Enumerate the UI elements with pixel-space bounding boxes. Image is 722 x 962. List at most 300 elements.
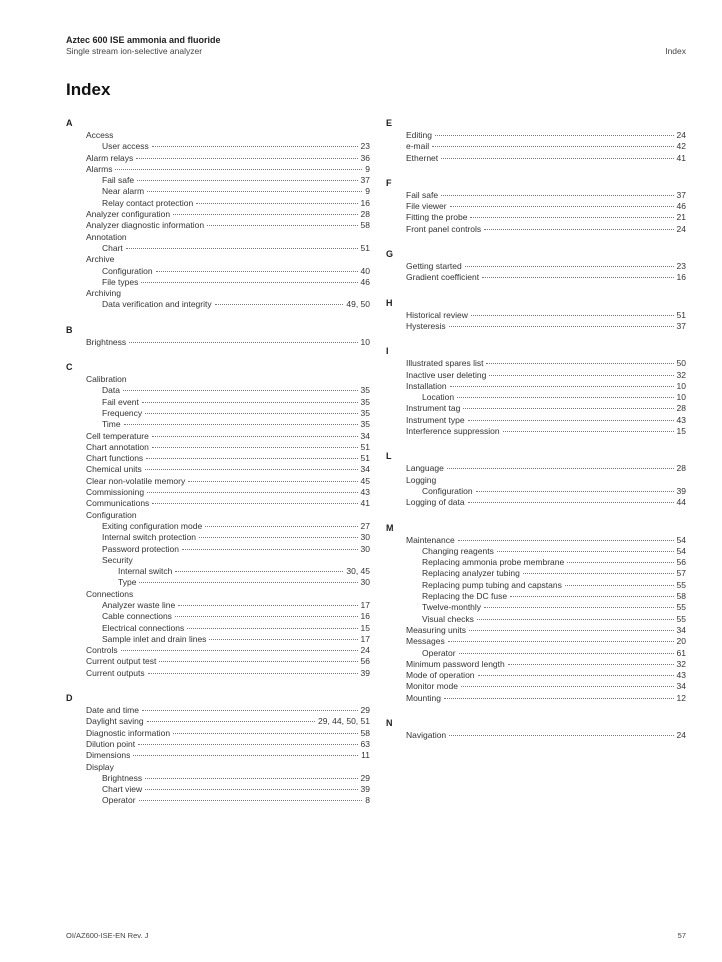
dot-leader	[432, 146, 673, 147]
dot-leader	[159, 661, 357, 662]
dot-leader	[468, 502, 674, 503]
index-section-l	[386, 449, 686, 508]
index-entry	[406, 670, 686, 681]
entry-label: Illustrated spares list	[406, 358, 484, 369]
entry-page-ref: 44	[676, 497, 686, 508]
entry-page-ref: 43	[360, 487, 370, 498]
index-entry	[86, 577, 370, 588]
index-entry	[406, 568, 686, 579]
entry-label: Chart	[102, 242, 123, 253]
index-entry	[406, 648, 686, 659]
entry-page-ref: 34	[360, 430, 370, 441]
index-entry	[86, 521, 370, 532]
index-entry	[86, 130, 370, 141]
index-entry	[406, 625, 686, 636]
entry-page-ref: 51	[360, 453, 370, 464]
entry-label: Cell temperature	[86, 430, 149, 441]
entry-label: Replacing ammonia probe membrane	[422, 557, 565, 568]
index-entry	[406, 580, 686, 591]
dot-leader	[152, 436, 358, 437]
dot-leader	[458, 540, 674, 541]
dot-leader	[147, 721, 315, 722]
entry-page-ref: 36	[360, 152, 370, 163]
dot-leader	[175, 571, 343, 572]
entry-label: Frequency	[102, 407, 143, 418]
dot-leader	[470, 217, 673, 218]
dot-leader	[508, 664, 674, 665]
dot-leader	[448, 641, 674, 642]
entry-page-ref: 35	[360, 385, 370, 396]
dot-leader	[178, 605, 357, 606]
entry-label: Navigation	[406, 729, 447, 740]
dot-leader	[489, 375, 673, 376]
index-entry	[406, 602, 686, 613]
dot-leader	[126, 248, 358, 249]
entry-page-ref: 24	[676, 130, 686, 140]
entry-label: Front panel controls	[406, 223, 482, 234]
index-entry	[406, 130, 686, 141]
index-entry	[406, 659, 686, 670]
entry-page-ref: 51	[360, 441, 370, 452]
entry-label: Mounting	[406, 692, 441, 703]
entry-label: Archiving	[86, 288, 121, 299]
index-entry	[86, 464, 370, 475]
index-entry	[86, 656, 370, 667]
entry-page-ref: 54	[676, 545, 686, 556]
entry-list	[386, 730, 686, 741]
entry-page-ref: 15	[360, 622, 370, 633]
entry-page-ref: 30, 45	[346, 566, 370, 577]
entry-page-ref: 30	[360, 543, 370, 554]
entry-label: Relay contact protection	[102, 197, 194, 208]
entry-label: Security	[102, 554, 133, 565]
entry-label: Calibration	[86, 374, 127, 385]
dot-leader	[450, 206, 674, 207]
entry-label: Exiting configuration mode	[102, 520, 203, 531]
entry-list	[386, 190, 686, 235]
footer-page-number: 57	[677, 931, 686, 940]
entry-label: Dimensions	[86, 750, 131, 761]
entry-label: Monitor mode	[406, 681, 458, 692]
index-entry	[406, 693, 686, 704]
dot-leader	[450, 386, 674, 387]
entry-label: Language	[406, 463, 444, 474]
entry-label: Annotation	[86, 231, 127, 242]
section-letter: I	[386, 346, 389, 357]
index-section-a	[66, 116, 370, 311]
entry-page-ref: 28	[360, 209, 370, 220]
section-letter: E	[386, 118, 393, 128]
entry-page-ref: 24	[676, 223, 686, 234]
page-title: Index	[66, 80, 111, 99]
entry-label: Internal switch protection	[102, 532, 197, 543]
dot-leader	[124, 424, 358, 425]
index-entry	[86, 510, 370, 521]
entry-page-ref: 12	[676, 692, 686, 703]
dot-leader	[152, 503, 357, 504]
dot-leader	[188, 481, 357, 482]
entry-label: Analyzer configuration	[86, 209, 171, 220]
index-entry	[86, 634, 370, 645]
section-letter: D	[66, 693, 73, 704]
entry-page-ref: 10	[676, 392, 686, 403]
entry-label: Internal switch	[118, 566, 173, 577]
index-entry	[86, 209, 370, 220]
entry-list	[386, 310, 686, 333]
index-entry	[86, 277, 370, 288]
index-column-left	[66, 116, 370, 819]
entry-label: Configuration	[422, 485, 473, 496]
entry-page-ref: 10	[676, 380, 686, 391]
section-letter: A	[66, 118, 73, 128]
dot-leader	[129, 342, 357, 343]
index-entry	[406, 212, 686, 223]
entry-list	[386, 130, 686, 164]
dot-leader	[187, 628, 357, 629]
index-section-b	[66, 323, 370, 348]
dot-leader	[141, 282, 357, 283]
index-section-g	[386, 247, 686, 284]
entry-page-ref: 58	[676, 591, 686, 602]
dot-leader	[486, 363, 673, 364]
index-entry	[86, 232, 370, 243]
dot-leader	[199, 537, 358, 538]
index-entry	[406, 636, 686, 647]
entry-label: Display	[86, 761, 114, 772]
entry-label: Messages	[406, 636, 445, 647]
entry-label: Access	[86, 130, 114, 140]
entry-list	[386, 358, 686, 437]
dot-leader	[182, 549, 358, 550]
entry-label: Maintenance	[406, 534, 455, 545]
dot-leader	[449, 735, 673, 736]
index-entry	[86, 266, 370, 277]
entry-list	[386, 261, 686, 284]
entry-label: Brightness	[86, 336, 127, 347]
index-entry	[406, 392, 686, 403]
entry-page-ref: 17	[360, 599, 370, 610]
entry-label: Fail safe	[102, 175, 135, 186]
entry-list	[66, 337, 370, 348]
dot-leader	[461, 686, 674, 687]
dot-leader	[477, 619, 674, 620]
index-entry	[86, 198, 370, 209]
entry-label: Near alarm	[102, 186, 145, 197]
dot-leader	[175, 616, 358, 617]
entry-list	[66, 130, 370, 311]
entry-label: Installation	[406, 380, 447, 391]
entry-label: Time	[102, 419, 121, 430]
index-entry	[86, 645, 370, 656]
entry-label: Archive	[86, 254, 115, 265]
index-entry	[86, 532, 370, 543]
index-section-e	[386, 116, 686, 164]
entry-page-ref: 39	[360, 667, 370, 678]
index-entry	[406, 190, 686, 201]
entry-label: Data verification and integrity	[102, 299, 212, 310]
index-entry	[86, 487, 370, 498]
index-entry	[86, 739, 370, 750]
entry-label: Historical review	[406, 309, 468, 320]
index-entry	[86, 611, 370, 622]
index-entry	[86, 716, 370, 727]
entry-label: Ethernet	[406, 152, 439, 163]
dot-leader	[457, 397, 673, 398]
index-entry	[406, 310, 686, 321]
entry-page-ref: 24	[360, 645, 370, 656]
index-entry	[86, 623, 370, 634]
section-letter: G	[386, 249, 394, 260]
entry-label: Visual checks	[422, 613, 474, 624]
dot-leader	[463, 408, 673, 409]
entry-label: Current output test	[86, 656, 157, 667]
entry-label: Communications	[86, 498, 150, 509]
index-entry	[406, 370, 686, 381]
entry-label: Diagnostic information	[86, 727, 171, 738]
entry-page-ref: 40	[360, 265, 370, 276]
index-entry	[406, 403, 686, 414]
dot-leader	[435, 135, 674, 136]
entry-page-ref: 46	[360, 276, 370, 287]
index-entry	[406, 497, 686, 508]
index-entry	[406, 201, 686, 212]
entry-page-ref: 41	[360, 498, 370, 509]
entry-label: Cable connections	[102, 611, 172, 622]
entry-label: Brightness	[102, 772, 143, 783]
entry-label: File types	[102, 276, 139, 287]
entry-label: Alarm relays	[86, 152, 134, 163]
index-entry	[406, 463, 686, 474]
entry-page-ref: 35	[360, 407, 370, 418]
entry-label: Connections	[86, 588, 134, 599]
entry-page-ref: 41	[676, 152, 686, 163]
dot-leader	[205, 526, 357, 527]
dot-leader	[196, 203, 357, 204]
index-entry	[406, 272, 686, 283]
index-section-i	[386, 344, 686, 437]
entry-label: e-mail	[406, 141, 430, 152]
entry-page-ref: 56	[360, 656, 370, 667]
entry-label: Changing reagents	[422, 545, 494, 556]
entry-label: Editing	[406, 130, 432, 140]
entry-list	[66, 374, 370, 679]
entry-page-ref: 43	[676, 414, 686, 425]
running-section-label: Index	[665, 46, 686, 56]
index-entry	[86, 453, 370, 464]
index-entry	[86, 186, 370, 197]
index-entry	[86, 600, 370, 611]
entry-label: Commissioning	[86, 487, 145, 498]
section-letter: N	[386, 717, 393, 728]
entry-label: Type	[118, 577, 137, 588]
dot-leader	[145, 413, 357, 414]
index-entry	[406, 261, 686, 272]
footer-document-id: OI/AZ600-ISE-EN Rev. J	[66, 931, 149, 940]
dot-leader	[146, 458, 357, 459]
index-entry	[86, 337, 370, 348]
section-letter: F	[386, 177, 392, 188]
dot-leader	[123, 390, 358, 391]
entry-page-ref: 23	[360, 141, 370, 152]
entry-label: Minimum password length	[406, 658, 505, 669]
dot-leader	[497, 551, 674, 552]
index-entry	[86, 243, 370, 254]
index-entry	[86, 728, 370, 739]
entry-label: Data	[102, 385, 120, 396]
entry-page-ref: 30	[360, 532, 370, 543]
entry-label: Operator	[102, 795, 136, 806]
dot-leader	[503, 431, 674, 432]
index-entry	[406, 614, 686, 625]
index-entry	[86, 762, 370, 773]
index-section-f	[386, 176, 686, 235]
index-entry	[86, 141, 370, 152]
entry-label: Replacing the DC fuse	[422, 591, 508, 602]
dot-leader	[148, 673, 358, 674]
index-entry	[406, 153, 686, 164]
entry-label: Daylight saving	[86, 716, 144, 727]
dot-leader	[173, 214, 357, 215]
entry-label: Inactive user deleting	[406, 369, 487, 380]
document-subtitle: Single stream ion-selective analyzer	[66, 46, 203, 56]
dot-leader	[523, 573, 674, 574]
index-entry	[86, 164, 370, 175]
entry-page-ref: 34	[676, 624, 686, 635]
entry-label: Replacing analyzer tubing	[422, 568, 520, 579]
dot-leader	[145, 789, 357, 790]
entry-page-ref: 17	[360, 633, 370, 644]
entry-label: Gradient coefficient	[406, 272, 480, 283]
entry-label: Location	[422, 392, 455, 403]
dot-leader	[152, 146, 358, 147]
dot-leader	[121, 650, 358, 651]
section-letter: H	[386, 297, 393, 308]
entry-page-ref: 9	[365, 186, 370, 197]
entry-page-ref: 16	[360, 197, 370, 208]
dot-leader	[133, 755, 358, 756]
index-entry	[86, 442, 370, 453]
dot-leader	[156, 271, 358, 272]
index-entry	[406, 475, 686, 486]
entry-page-ref: 63	[360, 738, 370, 749]
index-entry	[86, 220, 370, 231]
dot-leader	[173, 733, 357, 734]
entry-page-ref: 27	[360, 520, 370, 531]
index-section-d	[66, 691, 370, 807]
index-entry	[86, 589, 370, 600]
index-entry	[406, 535, 686, 546]
entry-label: Chart functions	[86, 453, 144, 464]
index-entry	[86, 374, 370, 385]
dot-leader	[137, 180, 357, 181]
index-entry	[86, 555, 370, 566]
section-letter: M	[386, 522, 394, 533]
entry-list	[386, 535, 686, 704]
index-entry	[86, 419, 370, 430]
dot-leader	[215, 304, 344, 305]
index-entry	[406, 591, 686, 602]
entry-label: Configuration	[86, 509, 137, 520]
entry-label: Getting started	[406, 261, 462, 272]
index-entry	[86, 299, 370, 310]
dot-leader	[465, 266, 674, 267]
entry-page-ref: 15	[676, 426, 686, 437]
dot-leader	[459, 653, 674, 654]
entry-label: Date and time	[86, 705, 139, 716]
entry-label: Electrical connections	[102, 622, 185, 633]
index-entry	[406, 224, 686, 235]
entry-page-ref: 50	[676, 358, 686, 369]
dot-leader	[510, 596, 673, 597]
entry-label: Fail event	[102, 396, 139, 407]
index-entry	[86, 175, 370, 186]
entry-page-ref: 10	[360, 336, 370, 347]
entry-page-ref: 42	[676, 141, 686, 152]
dot-leader	[152, 447, 358, 448]
index-entry	[86, 153, 370, 164]
index-entry	[406, 730, 686, 741]
entry-page-ref: 55	[676, 579, 686, 590]
entry-label: Operator	[422, 647, 456, 658]
entry-label: Instrument type	[406, 414, 465, 425]
entry-page-ref: 24	[676, 729, 686, 740]
dot-leader	[482, 277, 673, 278]
entry-page-ref: 29	[360, 705, 370, 716]
index-entry	[406, 141, 686, 152]
entry-label: Analyzer waste line	[102, 599, 176, 610]
entry-label: Chemical units	[86, 464, 142, 475]
entry-page-ref: 9	[365, 163, 370, 174]
entry-page-ref: 49, 50	[346, 299, 370, 310]
entry-page-ref: 45	[360, 475, 370, 486]
dot-leader	[468, 420, 674, 421]
index-section-c	[66, 360, 370, 679]
index-entry	[406, 358, 686, 369]
document-title: Aztec 600 ISE ammonia and fluoride	[66, 35, 221, 45]
entry-page-ref: 46	[676, 201, 686, 212]
index-entry	[86, 254, 370, 265]
entry-page-ref: 21	[676, 212, 686, 223]
dot-leader	[565, 585, 674, 586]
section-letter: L	[386, 451, 392, 462]
entry-label: Alarms	[86, 163, 113, 174]
index-entry	[406, 557, 686, 568]
entry-label: Password protection	[102, 543, 180, 554]
dot-leader	[142, 710, 358, 711]
entry-label: Clear non-volatile memory	[86, 475, 186, 486]
index-entry	[86, 784, 370, 795]
dot-leader	[207, 225, 357, 226]
entry-page-ref: 54	[676, 534, 686, 545]
index-section-h	[386, 296, 686, 333]
dot-leader	[145, 778, 357, 779]
entry-label: Replacing pump tubing and capstans	[422, 579, 562, 590]
entry-label: Twelve-monthly	[422, 602, 482, 613]
entry-page-ref: 39	[360, 784, 370, 795]
index-entry	[86, 408, 370, 419]
index-entry	[86, 566, 370, 577]
dot-leader	[136, 158, 357, 159]
dot-leader	[484, 229, 673, 230]
entry-page-ref: 32	[676, 369, 686, 380]
entry-page-ref: 55	[676, 602, 686, 613]
entry-label: Fitting the probe	[406, 212, 468, 223]
dot-leader	[145, 469, 358, 470]
section-letter: C	[66, 362, 73, 373]
entry-label: Mode of operation	[406, 670, 475, 681]
entry-page-ref: 8	[365, 795, 370, 806]
entry-page-ref: 39	[676, 485, 686, 496]
